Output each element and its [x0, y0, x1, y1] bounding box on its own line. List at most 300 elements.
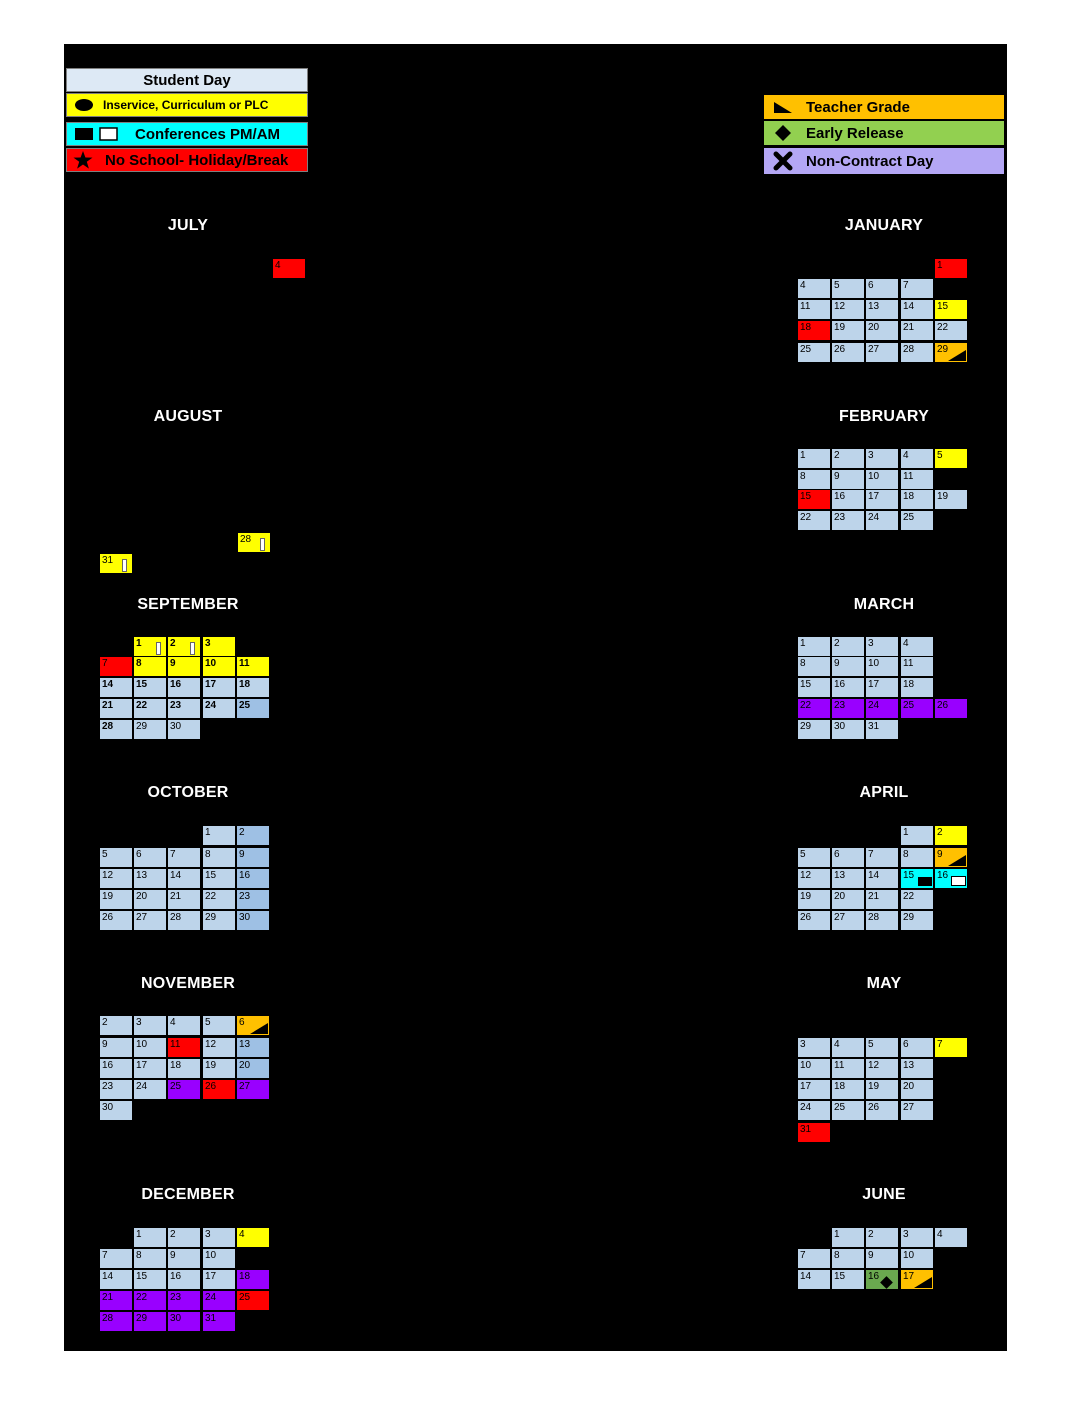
day-cell-may-11 [832, 1059, 864, 1078]
day-cell-february-9 [832, 470, 864, 489]
day-number: 26 [834, 344, 846, 355]
legend-label: Conferences PM/AM [135, 125, 281, 143]
day-cell-january-14 [901, 300, 933, 319]
day-number: 22 [205, 891, 217, 902]
day-cell-december-29 [134, 1312, 166, 1331]
day-number: 9 [834, 471, 840, 482]
day-cell-may-10 [798, 1059, 830, 1078]
day-cell-december-21 [100, 1291, 132, 1310]
day-cell-february-3 [866, 449, 898, 468]
day-number: 7 [868, 849, 874, 860]
day-cell-march-9 [832, 657, 864, 676]
day-number: 18 [170, 1060, 182, 1071]
day-cell-march-23 [832, 699, 864, 718]
day-cell-september-7 [100, 657, 132, 676]
day-number: 14 [102, 1271, 114, 1282]
day-cell-september-9 [168, 657, 200, 676]
day-number: 26 [205, 1081, 217, 1092]
day-number: 6 [868, 280, 874, 291]
day-cell-may-6 [901, 1038, 933, 1057]
day-cell-april-16 [935, 869, 967, 888]
day-number: 22 [136, 1292, 148, 1303]
day-cell-november-26 [203, 1080, 235, 1099]
day-number: 3 [868, 450, 874, 461]
diamond-icon [772, 124, 794, 142]
day-cell-may-18 [832, 1080, 864, 1099]
day-cell-april-19 [798, 890, 830, 909]
day-number: 1 [937, 260, 943, 271]
day-number: 28 [903, 344, 915, 355]
ellipse-icon [73, 98, 95, 112]
day-cell-march-16 [832, 678, 864, 697]
day-number: 24 [205, 1292, 217, 1303]
day-cell-november-17 [134, 1059, 166, 1078]
day-cell-november-13 [237, 1038, 269, 1057]
day-cell-december-7 [100, 1249, 132, 1268]
day-number: 16 [937, 870, 949, 881]
day-number: 18 [834, 1081, 846, 1092]
day-cell-may-5 [866, 1038, 898, 1057]
day-cell-may-27 [901, 1101, 933, 1120]
day-cell-september-29 [134, 720, 166, 739]
day-cell-october-20 [134, 890, 166, 909]
day-number: 4 [275, 260, 281, 271]
day-cell-march-1 [798, 637, 830, 656]
day-cell-october-1 [203, 826, 235, 845]
day-number: 15 [903, 870, 915, 881]
day-number: 30 [239, 912, 251, 923]
day-number: 12 [834, 301, 846, 312]
month-title-september: SEPTEMBER [137, 596, 239, 613]
day-number: 25 [903, 700, 915, 711]
day-cell-september-28 [100, 720, 132, 739]
day-number: 4 [239, 1229, 245, 1240]
calendar-sheet [64, 44, 1007, 1351]
month-title-june: JUNE [862, 1186, 906, 1203]
day-number: 27 [903, 1102, 915, 1113]
day-number: 2 [170, 1229, 176, 1240]
day-cell-april-20 [832, 890, 864, 909]
day-number: 3 [800, 1039, 806, 1050]
day-cell-november-19 [203, 1059, 235, 1078]
day-cell-november-24 [134, 1080, 166, 1099]
teacher-grade-triangle-icon [948, 350, 966, 361]
day-number: 31 [800, 1124, 812, 1135]
day-number: 21 [102, 1292, 114, 1303]
day-number: 16 [834, 679, 846, 690]
day-number: 8 [834, 1250, 840, 1261]
day-number: 10 [868, 471, 880, 482]
day-number: 10 [136, 1039, 148, 1050]
day-cell-september-14 [100, 678, 132, 697]
day-number: 24 [868, 700, 880, 711]
day-number: 23 [834, 700, 846, 711]
day-number: 25 [903, 512, 915, 523]
day-cell-december-16 [168, 1270, 200, 1289]
day-cell-february-15 [798, 490, 830, 509]
day-number: 8 [800, 658, 806, 669]
day-cell-september-15 [134, 678, 166, 697]
day-cell-march-2 [832, 637, 864, 656]
day-number: 9 [170, 658, 176, 669]
day-cell-september-3 [203, 637, 235, 656]
day-number: 5 [834, 280, 840, 291]
day-cell-may-7 [935, 1038, 967, 1057]
day-number: 26 [102, 912, 114, 923]
day-cell-june-17 [901, 1270, 933, 1289]
day-cell-october-26 [100, 911, 132, 930]
day-cell-september-10 [203, 657, 235, 676]
conference-am-icon [951, 876, 966, 886]
day-cell-january-26 [832, 343, 864, 362]
day-cell-february-5 [935, 449, 967, 468]
month-title-february: FEBRUARY [839, 408, 929, 425]
day-cell-march-18 [901, 678, 933, 697]
day-number: 24 [136, 1081, 148, 1092]
day-cell-march-24 [866, 699, 898, 718]
triangle-icon [772, 100, 794, 114]
day-cell-november-16 [100, 1059, 132, 1078]
day-number: 29 [136, 721, 148, 732]
day-cell-january-22 [935, 321, 967, 340]
day-number: 16 [170, 679, 182, 690]
day-number: 8 [903, 849, 909, 860]
rect-pair-icon [73, 127, 119, 141]
day-number: 5 [102, 849, 108, 860]
month-title-august: AUGUST [153, 408, 223, 425]
day-number: 2 [239, 827, 245, 838]
legend-teacher-grade [764, 95, 1004, 119]
day-cell-april-26 [798, 911, 830, 930]
day-number: 7 [102, 658, 108, 669]
day-cell-april-8 [901, 848, 933, 867]
day-number: 11 [800, 301, 811, 312]
day-number: 21 [102, 700, 114, 711]
day-cell-january-11 [798, 300, 830, 319]
day-number: 11 [170, 1039, 181, 1050]
day-cell-october-21 [168, 890, 200, 909]
day-cell-november-4 [168, 1016, 200, 1035]
day-cell-january-12 [832, 300, 864, 319]
day-cell-june-14 [798, 1270, 830, 1289]
inservice-bar-icon [122, 559, 127, 572]
day-number: 11 [239, 658, 250, 669]
legend-no-school-holiday-break [66, 148, 308, 172]
day-number: 19 [937, 491, 949, 502]
day-number: 3 [868, 638, 874, 649]
day-cell-february-23 [832, 511, 864, 530]
day-number: 26 [800, 912, 812, 923]
month-title-january: JANUARY [844, 217, 924, 234]
day-cell-september-18 [237, 678, 269, 697]
day-cell-march-3 [866, 637, 898, 656]
day-number: 15 [800, 491, 812, 502]
day-number: 22 [136, 700, 148, 711]
day-number: 7 [903, 280, 909, 291]
day-cell-march-31 [866, 720, 898, 739]
day-number: 20 [903, 1081, 915, 1092]
day-cell-october-19 [100, 890, 132, 909]
day-cell-february-19 [935, 490, 967, 509]
day-number: 23 [170, 1292, 182, 1303]
day-cell-march-15 [798, 678, 830, 697]
day-cell-april-12 [798, 869, 830, 888]
teacher-grade-triangle-icon [250, 1023, 268, 1034]
day-cell-february-17 [866, 490, 898, 509]
day-cell-july-4 [273, 259, 305, 278]
day-cell-november-27 [237, 1080, 269, 1099]
day-cell-april-22 [901, 890, 933, 909]
day-number: 27 [136, 912, 148, 923]
day-cell-december-10 [203, 1249, 235, 1268]
day-number: 6 [136, 849, 142, 860]
day-cell-february-11 [901, 470, 933, 489]
day-cell-january-20 [866, 321, 898, 340]
day-cell-october-7 [168, 848, 200, 867]
day-cell-november-6 [237, 1016, 269, 1035]
day-cell-february-8 [798, 470, 830, 489]
day-cell-november-18 [168, 1059, 200, 1078]
day-cell-october-5 [100, 848, 132, 867]
day-number: 28 [868, 912, 880, 923]
day-number: 5 [205, 1017, 211, 1028]
day-cell-march-26 [935, 699, 967, 718]
legend-non-contract-day [764, 148, 1004, 174]
day-cell-november-11 [168, 1038, 200, 1057]
day-number: 14 [868, 870, 880, 881]
day-cell-february-16 [832, 490, 864, 509]
day-cell-april-5 [798, 848, 830, 867]
day-cell-september-16 [168, 678, 200, 697]
legend-early-release [764, 121, 1004, 145]
day-number: 28 [170, 912, 182, 923]
day-number: 30 [170, 721, 182, 732]
day-cell-june-1 [832, 1228, 864, 1247]
day-number: 1 [800, 450, 806, 461]
day-cell-september-22 [134, 699, 166, 718]
day-cell-june-4 [935, 1228, 967, 1247]
day-number: 17 [205, 1271, 217, 1282]
day-number: 23 [170, 700, 182, 711]
day-cell-october-29 [203, 911, 235, 930]
day-number: 1 [205, 827, 211, 838]
day-cell-april-1 [901, 826, 933, 845]
day-number: 30 [102, 1102, 114, 1113]
day-number: 15 [136, 679, 148, 690]
day-cell-march-8 [798, 657, 830, 676]
day-number: 12 [205, 1039, 217, 1050]
day-cell-january-15 [935, 300, 967, 319]
day-number: 28 [240, 534, 252, 545]
day-number: 14 [170, 870, 182, 881]
month-title-july: JULY [167, 217, 209, 234]
day-cell-october-9 [237, 848, 269, 867]
day-number: 6 [834, 849, 840, 860]
day-cell-december-23 [168, 1291, 200, 1310]
day-number: 23 [834, 512, 846, 523]
day-cell-february-10 [866, 470, 898, 489]
day-number: 7 [937, 1039, 943, 1050]
day-number: 15 [834, 1271, 846, 1282]
day-cell-november-30 [100, 1101, 132, 1120]
day-number: 8 [136, 658, 142, 669]
day-number: 12 [800, 870, 812, 881]
day-number: 16 [868, 1271, 880, 1282]
day-cell-may-24 [798, 1101, 830, 1120]
day-number: 17 [868, 491, 880, 502]
day-number: 8 [205, 849, 211, 860]
day-number: 19 [800, 891, 812, 902]
day-number: 2 [102, 1017, 108, 1028]
day-number: 4 [903, 638, 909, 649]
day-cell-february-25 [901, 511, 933, 530]
day-number: 27 [239, 1081, 251, 1092]
day-number: 29 [903, 912, 915, 923]
day-number: 19 [205, 1060, 217, 1071]
day-cell-november-5 [203, 1016, 235, 1035]
day-number: 16 [170, 1271, 182, 1282]
day-cell-february-24 [866, 511, 898, 530]
day-number: 18 [903, 491, 915, 502]
day-cell-may-3 [798, 1038, 830, 1057]
day-cell-april-2 [935, 826, 967, 845]
day-cell-october-16 [237, 869, 269, 888]
day-cell-may-19 [866, 1080, 898, 1099]
day-number: 29 [800, 721, 812, 732]
day-number: 9 [239, 849, 245, 860]
day-number: 19 [868, 1081, 880, 1092]
day-cell-october-27 [134, 911, 166, 930]
day-number: 2 [834, 450, 840, 461]
day-cell-may-25 [832, 1101, 864, 1120]
day-number: 16 [834, 491, 846, 502]
day-cell-december-8 [134, 1249, 166, 1268]
day-number: 3 [903, 1229, 909, 1240]
day-cell-november-3 [134, 1016, 166, 1035]
day-cell-october-14 [168, 869, 200, 888]
day-number: 3 [136, 1017, 142, 1028]
day-number: 12 [102, 870, 114, 881]
day-cell-november-10 [134, 1038, 166, 1057]
day-number: 4 [800, 280, 806, 291]
day-cell-november-25 [168, 1080, 200, 1099]
day-number: 1 [834, 1229, 840, 1240]
day-number: 13 [834, 870, 846, 881]
day-number: 13 [239, 1039, 251, 1050]
day-number: 17 [136, 1060, 148, 1071]
month-title-october: OCTOBER [147, 784, 229, 801]
day-number: 9 [834, 658, 840, 669]
day-cell-october-22 [203, 890, 235, 909]
day-number: 18 [800, 322, 812, 333]
day-number: 2 [868, 1229, 874, 1240]
legend-conferences-pm-am [66, 122, 308, 146]
legend-label: Teacher Grade [806, 98, 910, 116]
day-number: 22 [800, 512, 812, 523]
day-number: 20 [239, 1060, 251, 1071]
day-number: 20 [136, 891, 148, 902]
day-cell-april-29 [901, 911, 933, 930]
day-number: 1 [136, 1229, 142, 1240]
day-number: 23 [239, 891, 251, 902]
day-number: 24 [205, 700, 217, 711]
month-title-december: DECEMBER [141, 1186, 235, 1203]
day-number: 31 [868, 721, 880, 732]
day-number: 15 [937, 301, 949, 312]
day-cell-october-13 [134, 869, 166, 888]
day-number: 25 [800, 344, 812, 355]
day-number: 18 [903, 679, 915, 690]
day-cell-june-16 [866, 1270, 898, 1289]
day-number: 14 [102, 679, 114, 690]
day-cell-september-24 [203, 699, 235, 718]
day-cell-june-7 [798, 1249, 830, 1268]
day-cell-april-13 [832, 869, 864, 888]
day-cell-may-12 [866, 1059, 898, 1078]
day-number: 21 [868, 891, 880, 902]
legend-label: No School- Holiday/Break [105, 151, 289, 169]
day-cell-march-29 [798, 720, 830, 739]
day-number: 21 [170, 891, 182, 902]
day-number: 22 [903, 891, 915, 902]
day-cell-january-7 [901, 279, 933, 298]
day-cell-january-13 [866, 300, 898, 319]
day-cell-october-15 [203, 869, 235, 888]
day-number: 13 [136, 870, 148, 881]
day-number: 15 [136, 1271, 148, 1282]
day-number: 28 [102, 1313, 114, 1324]
day-number: 11 [903, 658, 914, 669]
day-number: 16 [102, 1060, 114, 1071]
day-cell-october-8 [203, 848, 235, 867]
day-cell-january-4 [798, 279, 830, 298]
month-title-april: APRIL [859, 784, 909, 801]
day-number: 2 [834, 638, 840, 649]
day-cell-january-25 [798, 343, 830, 362]
day-number: 3 [205, 1229, 211, 1240]
day-number: 14 [903, 301, 915, 312]
day-cell-december-15 [134, 1270, 166, 1289]
day-number: 27 [834, 912, 846, 923]
day-number: 17 [800, 1081, 812, 1092]
day-number: 3 [205, 638, 211, 649]
day-cell-november-12 [203, 1038, 235, 1057]
day-number: 13 [868, 301, 880, 312]
day-cell-january-6 [866, 279, 898, 298]
day-cell-august-31 [100, 554, 132, 573]
day-number: 7 [800, 1250, 806, 1261]
day-cell-december-1 [134, 1228, 166, 1247]
day-number: 12 [868, 1060, 880, 1071]
early-release-diamond-icon [880, 1276, 893, 1289]
month-title-may: MAY [866, 975, 902, 992]
day-number: 4 [170, 1017, 176, 1028]
day-cell-september-30 [168, 720, 200, 739]
day-number: 14 [800, 1271, 812, 1282]
day-cell-december-24 [203, 1291, 235, 1310]
day-number: 8 [136, 1250, 142, 1261]
day-cell-may-17 [798, 1080, 830, 1099]
conference-pm-icon [918, 877, 932, 886]
day-number: 28 [102, 721, 114, 732]
day-number: 15 [800, 679, 812, 690]
inservice-bar-icon [156, 642, 161, 655]
day-cell-april-21 [866, 890, 898, 909]
day-number: 30 [834, 721, 846, 732]
day-cell-june-15 [832, 1270, 864, 1289]
day-cell-june-10 [901, 1249, 933, 1268]
day-number: 22 [800, 700, 812, 711]
